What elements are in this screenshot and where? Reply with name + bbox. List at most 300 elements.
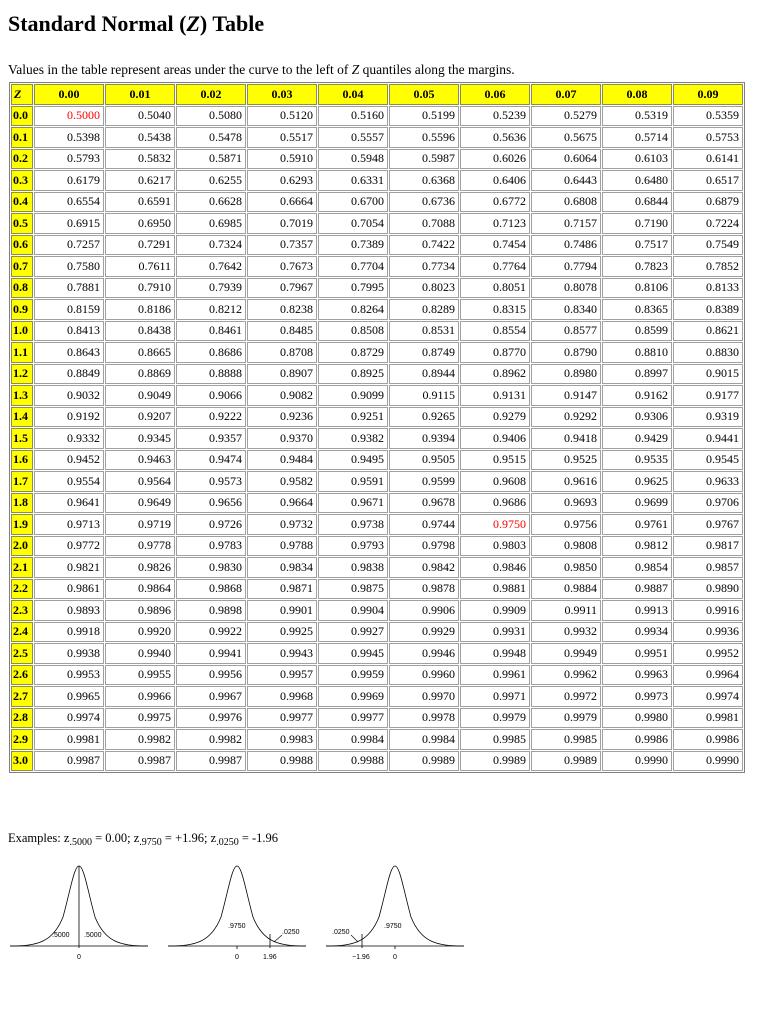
table-cell: 0.7454 <box>460 235 530 256</box>
left-area-pointer <box>351 935 358 942</box>
row-header: 0.0 <box>11 106 33 127</box>
table-cell: 0.7939 <box>176 278 246 299</box>
table-cell: 0.8159 <box>34 299 104 320</box>
table-cell: 0.6141 <box>673 149 743 170</box>
table-cell: 0.6026 <box>460 149 530 170</box>
row-header: 2.6 <box>11 665 33 686</box>
table-cell: 0.9967 <box>176 686 246 707</box>
table-cell: 0.9898 <box>176 600 246 621</box>
table-cell: 0.8212 <box>176 299 246 320</box>
table-cell: 0.7389 <box>318 235 388 256</box>
table-row <box>11 450 743 471</box>
table-cell: 0.9535 <box>602 450 672 471</box>
table-cell: 0.9406 <box>460 428 530 449</box>
table-cell: 0.8051 <box>460 278 530 299</box>
table-cell: 0.9951 <box>602 643 672 664</box>
row-header: 2.0 <box>11 536 33 557</box>
table-cell: 0.7486 <box>531 235 601 256</box>
row-header: 1.3 <box>11 385 33 406</box>
table-body <box>11 106 743 772</box>
table-cell: 0.9664 <box>247 493 317 514</box>
table-cell: 0.9989 <box>460 751 530 772</box>
table-cell: 0.6700 <box>318 192 388 213</box>
table-cell: 0.9798 <box>389 536 459 557</box>
table-cell: 0.8485 <box>247 321 317 342</box>
tick-label: −1.96 <box>352 954 370 961</box>
table-cell: 0.9370 <box>247 428 317 449</box>
table-cell: 0.7995 <box>318 278 388 299</box>
table-cell: 0.7910 <box>105 278 175 299</box>
table-cell: 0.9987 <box>105 751 175 772</box>
table-cell: 0.9986 <box>673 729 743 750</box>
table-description <box>8 61 515 79</box>
table-cell: 0.9962 <box>531 665 601 686</box>
table-cell: 0.6368 <box>389 170 459 191</box>
table-cell: 0.9940 <box>105 643 175 664</box>
table-row <box>11 170 743 191</box>
table-cell: 0.9515 <box>460 450 530 471</box>
table-cell: 0.9292 <box>531 407 601 428</box>
table-cell: 0.9265 <box>389 407 459 428</box>
table-cell: 0.9474 <box>176 450 246 471</box>
example-subscript: .0250 <box>216 837 239 848</box>
table-cell: 0.6480 <box>602 170 672 191</box>
table-cell: 0.9887 <box>602 579 672 600</box>
row-header: 2.5 <box>11 643 33 664</box>
desc-z: Z <box>351 62 360 77</box>
example-symbol: z <box>210 831 217 845</box>
table-cell: 0.9904 <box>318 600 388 621</box>
table-cell: 0.6808 <box>531 192 601 213</box>
table-row <box>11 149 743 170</box>
table-cell: 0.8577 <box>531 321 601 342</box>
table-cell: 0.6591 <box>105 192 175 213</box>
table-cell: 0.6443 <box>531 170 601 191</box>
table-cell: 0.9838 <box>318 557 388 578</box>
table-cell: 0.9909 <box>460 600 530 621</box>
table-cell: 0.5478 <box>176 127 246 148</box>
table-cell: 0.9834 <box>247 557 317 578</box>
table-cell: 0.9332 <box>34 428 104 449</box>
table-cell: 0.9963 <box>602 665 672 686</box>
table-cell: 0.7123 <box>460 213 530 234</box>
table-cell: 0.9868 <box>176 579 246 600</box>
column-header: 0.08 <box>602 84 672 105</box>
table-row <box>11 643 743 664</box>
table-cell: 0.7704 <box>318 256 388 277</box>
title-after: ) Table <box>199 11 265 36</box>
tick-label: 1.96 <box>263 954 277 961</box>
table-cell: 0.9989 <box>531 751 601 772</box>
table-row <box>11 407 743 428</box>
table-cell: 0.9099 <box>318 385 388 406</box>
title-before: Standard Normal ( <box>8 11 187 36</box>
left-area-label: .0250 <box>332 929 350 936</box>
table-cell: 0.9850 <box>531 557 601 578</box>
table-cell: 0.8997 <box>602 364 672 385</box>
table-cell: 0.7823 <box>602 256 672 277</box>
table-cell: 0.9306 <box>602 407 672 428</box>
table-cell: 0.8962 <box>460 364 530 385</box>
table-row <box>11 665 743 686</box>
table-cell: 0.9980 <box>602 708 672 729</box>
table-cell: 0.9525 <box>531 450 601 471</box>
row-header: 2.2 <box>11 579 33 600</box>
table-cell: 0.9884 <box>531 579 601 600</box>
table-cell: 0.9983 <box>247 729 317 750</box>
table-cell: 0.9945 <box>318 643 388 664</box>
table-cell: 0.9783 <box>176 536 246 557</box>
example-value: = +1.96; <box>161 831 211 845</box>
table-cell: 0.8413 <box>34 321 104 342</box>
table-cell: 0.5596 <box>389 127 459 148</box>
table-cell: 0.9147 <box>531 385 601 406</box>
table-cell: 0.9382 <box>318 428 388 449</box>
table-row <box>11 235 743 256</box>
table-cell: 0.9744 <box>389 514 459 535</box>
table-cell: 0.9564 <box>105 471 175 492</box>
table-cell: 0.9115 <box>389 385 459 406</box>
table-cell: 0.9726 <box>176 514 246 535</box>
table-cell: 0.5160 <box>318 106 388 127</box>
table-cell: 0.7324 <box>176 235 246 256</box>
table-cell: 0.9082 <box>247 385 317 406</box>
table-row <box>11 622 743 643</box>
table-cell: 0.5279 <box>531 106 601 127</box>
table-cell: 0.9015 <box>673 364 743 385</box>
table-row <box>11 256 743 277</box>
table-row <box>11 364 743 385</box>
table-cell: 0.9131 <box>460 385 530 406</box>
table-cell: 0.9671 <box>318 493 388 514</box>
table-cell: 0.5517 <box>247 127 317 148</box>
page-title <box>8 10 264 38</box>
table-cell: 0.5753 <box>673 127 743 148</box>
table-cell: 0.5359 <box>673 106 743 127</box>
table-cell: 0.8186 <box>105 299 175 320</box>
table-cell: 0.5080 <box>176 106 246 127</box>
table-cell: 0.8944 <box>389 364 459 385</box>
table-cell: 0.8389 <box>673 299 743 320</box>
table-cell: 0.5793 <box>34 149 104 170</box>
table-cell: 0.9916 <box>673 600 743 621</box>
row-header: 1.6 <box>11 450 33 471</box>
column-header: 0.03 <box>247 84 317 105</box>
desc-after: quantiles along the margins. <box>359 62 515 77</box>
example-value: = 0.00; <box>91 831 134 845</box>
table-cell: 0.9977 <box>247 708 317 729</box>
table-cell: 0.7291 <box>105 235 175 256</box>
row-header: 2.4 <box>11 622 33 643</box>
column-header: 0.05 <box>389 84 459 105</box>
table-cell: 0.9987 <box>34 751 104 772</box>
table-row <box>11 127 743 148</box>
table-cell: 0.9988 <box>318 751 388 772</box>
table-cell: 0.9732 <box>247 514 317 535</box>
table-cell: 0.5948 <box>318 149 388 170</box>
table-cell: 0.6179 <box>34 170 104 191</box>
table-cell: 0.9049 <box>105 385 175 406</box>
table-cell: 0.9973 <box>602 686 672 707</box>
row-header: 1.0 <box>11 321 33 342</box>
table-cell: 0.5636 <box>460 127 530 148</box>
table-cell: 0.9953 <box>34 665 104 686</box>
table-cell: 0.9441 <box>673 428 743 449</box>
row-header: 2.3 <box>11 600 33 621</box>
table-cell: 0.9965 <box>34 686 104 707</box>
table-cell: 0.9981 <box>673 708 743 729</box>
table-row <box>11 686 743 707</box>
table-cell: 0.9978 <box>389 708 459 729</box>
table-cell: 0.9949 <box>531 643 601 664</box>
table-cell: 0.9803 <box>460 536 530 557</box>
table-cell: 0.9357 <box>176 428 246 449</box>
table-cell: 0.9936 <box>673 622 743 643</box>
row-header: 2.1 <box>11 557 33 578</box>
table-row <box>11 213 743 234</box>
row-header: 0.2 <box>11 149 33 170</box>
row-header: 1.1 <box>11 342 33 363</box>
table-cell: 0.8023 <box>389 278 459 299</box>
table-cell: 0.9957 <box>247 665 317 686</box>
table-cell: 0.9279 <box>460 407 530 428</box>
table-cell: 0.9861 <box>34 579 104 600</box>
table-row <box>11 321 743 342</box>
table-cell: 0.9922 <box>176 622 246 643</box>
table-cell: 0.9984 <box>318 729 388 750</box>
column-header: 0.09 <box>673 84 743 105</box>
table-cell: 0.9974 <box>34 708 104 729</box>
table-cell: 0.8238 <box>247 299 317 320</box>
table-cell: 0.8106 <box>602 278 672 299</box>
table-cell: 0.9977 <box>318 708 388 729</box>
highlighted-cell: 0.5000 <box>34 106 104 127</box>
table-cell: 0.9545 <box>673 450 743 471</box>
example-subscript: .5000 <box>69 837 92 848</box>
table-cell: 0.8980 <box>531 364 601 385</box>
table-cell: 0.9830 <box>176 557 246 578</box>
table-cell: 0.9989 <box>389 751 459 772</box>
table-cell: 0.9826 <box>105 557 175 578</box>
table-cell: 0.8643 <box>34 342 104 363</box>
table-cell: 0.8508 <box>318 321 388 342</box>
table-cell: 0.9966 <box>105 686 175 707</box>
table-cell: 0.8869 <box>105 364 175 385</box>
table-cell: 0.7190 <box>602 213 672 234</box>
table-cell: 0.8665 <box>105 342 175 363</box>
table-cell: 0.6772 <box>460 192 530 213</box>
table-cell: 0.5675 <box>531 127 601 148</box>
table-cell: 0.9934 <box>602 622 672 643</box>
row-header: 0.6 <box>11 235 33 256</box>
table-cell: 0.8925 <box>318 364 388 385</box>
table-cell: 0.8907 <box>247 364 317 385</box>
table-cell: 0.9948 <box>460 643 530 664</box>
table-cell: 0.8365 <box>602 299 672 320</box>
table-cell: 0.9706 <box>673 493 743 514</box>
table-cell: 0.8749 <box>389 342 459 363</box>
row-header: 1.2 <box>11 364 33 385</box>
table-cell: 0.8289 <box>389 299 459 320</box>
left-area-label: .5000 <box>52 932 70 939</box>
table-cell: 0.6293 <box>247 170 317 191</box>
table-row <box>11 729 743 750</box>
table-cell: 0.8621 <box>673 321 743 342</box>
title-z: Z <box>186 11 200 36</box>
table-cell: 0.9943 <box>247 643 317 664</box>
row-header: 0.3 <box>11 170 33 191</box>
table-cell: 0.6255 <box>176 170 246 191</box>
row-header: 2.8 <box>11 708 33 729</box>
table-cell: 0.7088 <box>389 213 459 234</box>
table-cell: 0.9975 <box>105 708 175 729</box>
table-cell: 0.9633 <box>673 471 743 492</box>
table-cell: 0.9854 <box>602 557 672 578</box>
table-cell: 0.9932 <box>531 622 601 643</box>
table-cell: 0.9319 <box>673 407 743 428</box>
table-cell: 0.9956 <box>176 665 246 686</box>
table-cell: 0.9686 <box>460 493 530 514</box>
table-cell: 0.6406 <box>460 170 530 191</box>
table-cell: 0.9641 <box>34 493 104 514</box>
table-cell: 0.9066 <box>176 385 246 406</box>
table-cell: 0.9979 <box>460 708 530 729</box>
table-cell: 0.9952 <box>673 643 743 664</box>
column-header: 0.02 <box>176 84 246 105</box>
left-area-label: .9750 <box>228 923 246 930</box>
row-header: 1.5 <box>11 428 33 449</box>
table-cell: 0.9656 <box>176 493 246 514</box>
table-cell: 0.5557 <box>318 127 388 148</box>
table-cell: 0.8810 <box>602 342 672 363</box>
table-cell: 0.9960 <box>389 665 459 686</box>
table-cell: 0.9821 <box>34 557 104 578</box>
examples-line <box>8 829 278 852</box>
table-cell: 0.9985 <box>460 729 530 750</box>
table-cell: 0.9971 <box>460 686 530 707</box>
table-cell: 0.7967 <box>247 278 317 299</box>
table-cell: 0.7054 <box>318 213 388 234</box>
table-cell: 0.9793 <box>318 536 388 557</box>
table-cell: 0.9812 <box>602 536 672 557</box>
table-cell: 0.6950 <box>105 213 175 234</box>
table-cell: 0.5871 <box>176 149 246 170</box>
table-cell: 0.9719 <box>105 514 175 535</box>
table-cell: 0.9918 <box>34 622 104 643</box>
table-cell: 0.9693 <box>531 493 601 514</box>
row-header: 0.8 <box>11 278 33 299</box>
column-header: 0.06 <box>460 84 530 105</box>
header-row <box>11 84 743 105</box>
table-cell: 0.9699 <box>602 493 672 514</box>
table-cell: 0.9846 <box>460 557 530 578</box>
table-cell: 0.9972 <box>531 686 601 707</box>
table-cell: 0.6628 <box>176 192 246 213</box>
z-table <box>9 82 745 773</box>
row-header: 0.9 <box>11 299 33 320</box>
table-cell: 0.9177 <box>673 385 743 406</box>
table-cell: 0.9222 <box>176 407 246 428</box>
table-cell: 0.5438 <box>105 127 175 148</box>
table-cell: 0.9982 <box>176 729 246 750</box>
row-header: 1.8 <box>11 493 33 514</box>
table-cell: 0.9969 <box>318 686 388 707</box>
table-row <box>11 385 743 406</box>
table-cell: 0.9990 <box>602 751 672 772</box>
table-row <box>11 600 743 621</box>
row-header: 2.7 <box>11 686 33 707</box>
table-cell: 0.7881 <box>34 278 104 299</box>
table-cell: 0.8461 <box>176 321 246 342</box>
table-cell: 0.9842 <box>389 557 459 578</box>
table-cell: 0.7642 <box>176 256 246 277</box>
table-cell: 0.9032 <box>34 385 104 406</box>
desc-before: Values in the table represent areas under the curve to the left of <box>8 62 352 77</box>
table-row <box>11 493 743 514</box>
table-cell: 0.9761 <box>602 514 672 535</box>
table-row <box>11 751 743 772</box>
table-cell: 0.9767 <box>673 514 743 535</box>
curve-example-median <box>8 862 150 966</box>
table-cell: 0.9968 <box>247 686 317 707</box>
table-cell: 0.9599 <box>389 471 459 492</box>
table-cell: 0.5120 <box>247 106 317 127</box>
table-cell: 0.9929 <box>389 622 459 643</box>
table-cell: 0.7157 <box>531 213 601 234</box>
column-header: 0.04 <box>318 84 388 105</box>
table-cell: 0.8531 <box>389 321 459 342</box>
table-cell: 0.9817 <box>673 536 743 557</box>
table-cell: 0.9931 <box>460 622 530 643</box>
table-cell: 0.9946 <box>389 643 459 664</box>
table-row <box>11 536 743 557</box>
row-header: 0.5 <box>11 213 33 234</box>
row-header: 1.4 <box>11 407 33 428</box>
table-cell: 0.8554 <box>460 321 530 342</box>
table-cell: 0.7673 <box>247 256 317 277</box>
table-cell: 0.9162 <box>602 385 672 406</box>
table-cell: 0.9591 <box>318 471 388 492</box>
table-cell: 0.9251 <box>318 407 388 428</box>
column-header: 0.00 <box>34 84 104 105</box>
table-cell: 0.8599 <box>602 321 672 342</box>
table-cell: 0.9987 <box>176 751 246 772</box>
table-cell: 0.8770 <box>460 342 530 363</box>
table-cell: 0.9649 <box>105 493 175 514</box>
table-cell: 0.8264 <box>318 299 388 320</box>
table-cell: 0.9970 <box>389 686 459 707</box>
example-value: = -1.96 <box>238 831 279 845</box>
table-row <box>11 557 743 578</box>
table-cell: 0.8729 <box>318 342 388 363</box>
table-cell: 0.6217 <box>105 170 175 191</box>
table-row <box>11 708 743 729</box>
row-header: 0.1 <box>11 127 33 148</box>
table-cell: 0.7019 <box>247 213 317 234</box>
table-cell: 0.6103 <box>602 149 672 170</box>
table-cell: 0.9890 <box>673 579 743 600</box>
row-header: 1.9 <box>11 514 33 535</box>
table-cell: 0.9964 <box>673 665 743 686</box>
table-cell: 0.9484 <box>247 450 317 471</box>
example-symbol: z <box>63 831 70 845</box>
table-cell: 0.6736 <box>389 192 459 213</box>
table-cell: 0.9985 <box>531 729 601 750</box>
table-row <box>11 428 743 449</box>
table-cell: 0.9857 <box>673 557 743 578</box>
table-cell: 0.9875 <box>318 579 388 600</box>
table-cell: 0.9713 <box>34 514 104 535</box>
